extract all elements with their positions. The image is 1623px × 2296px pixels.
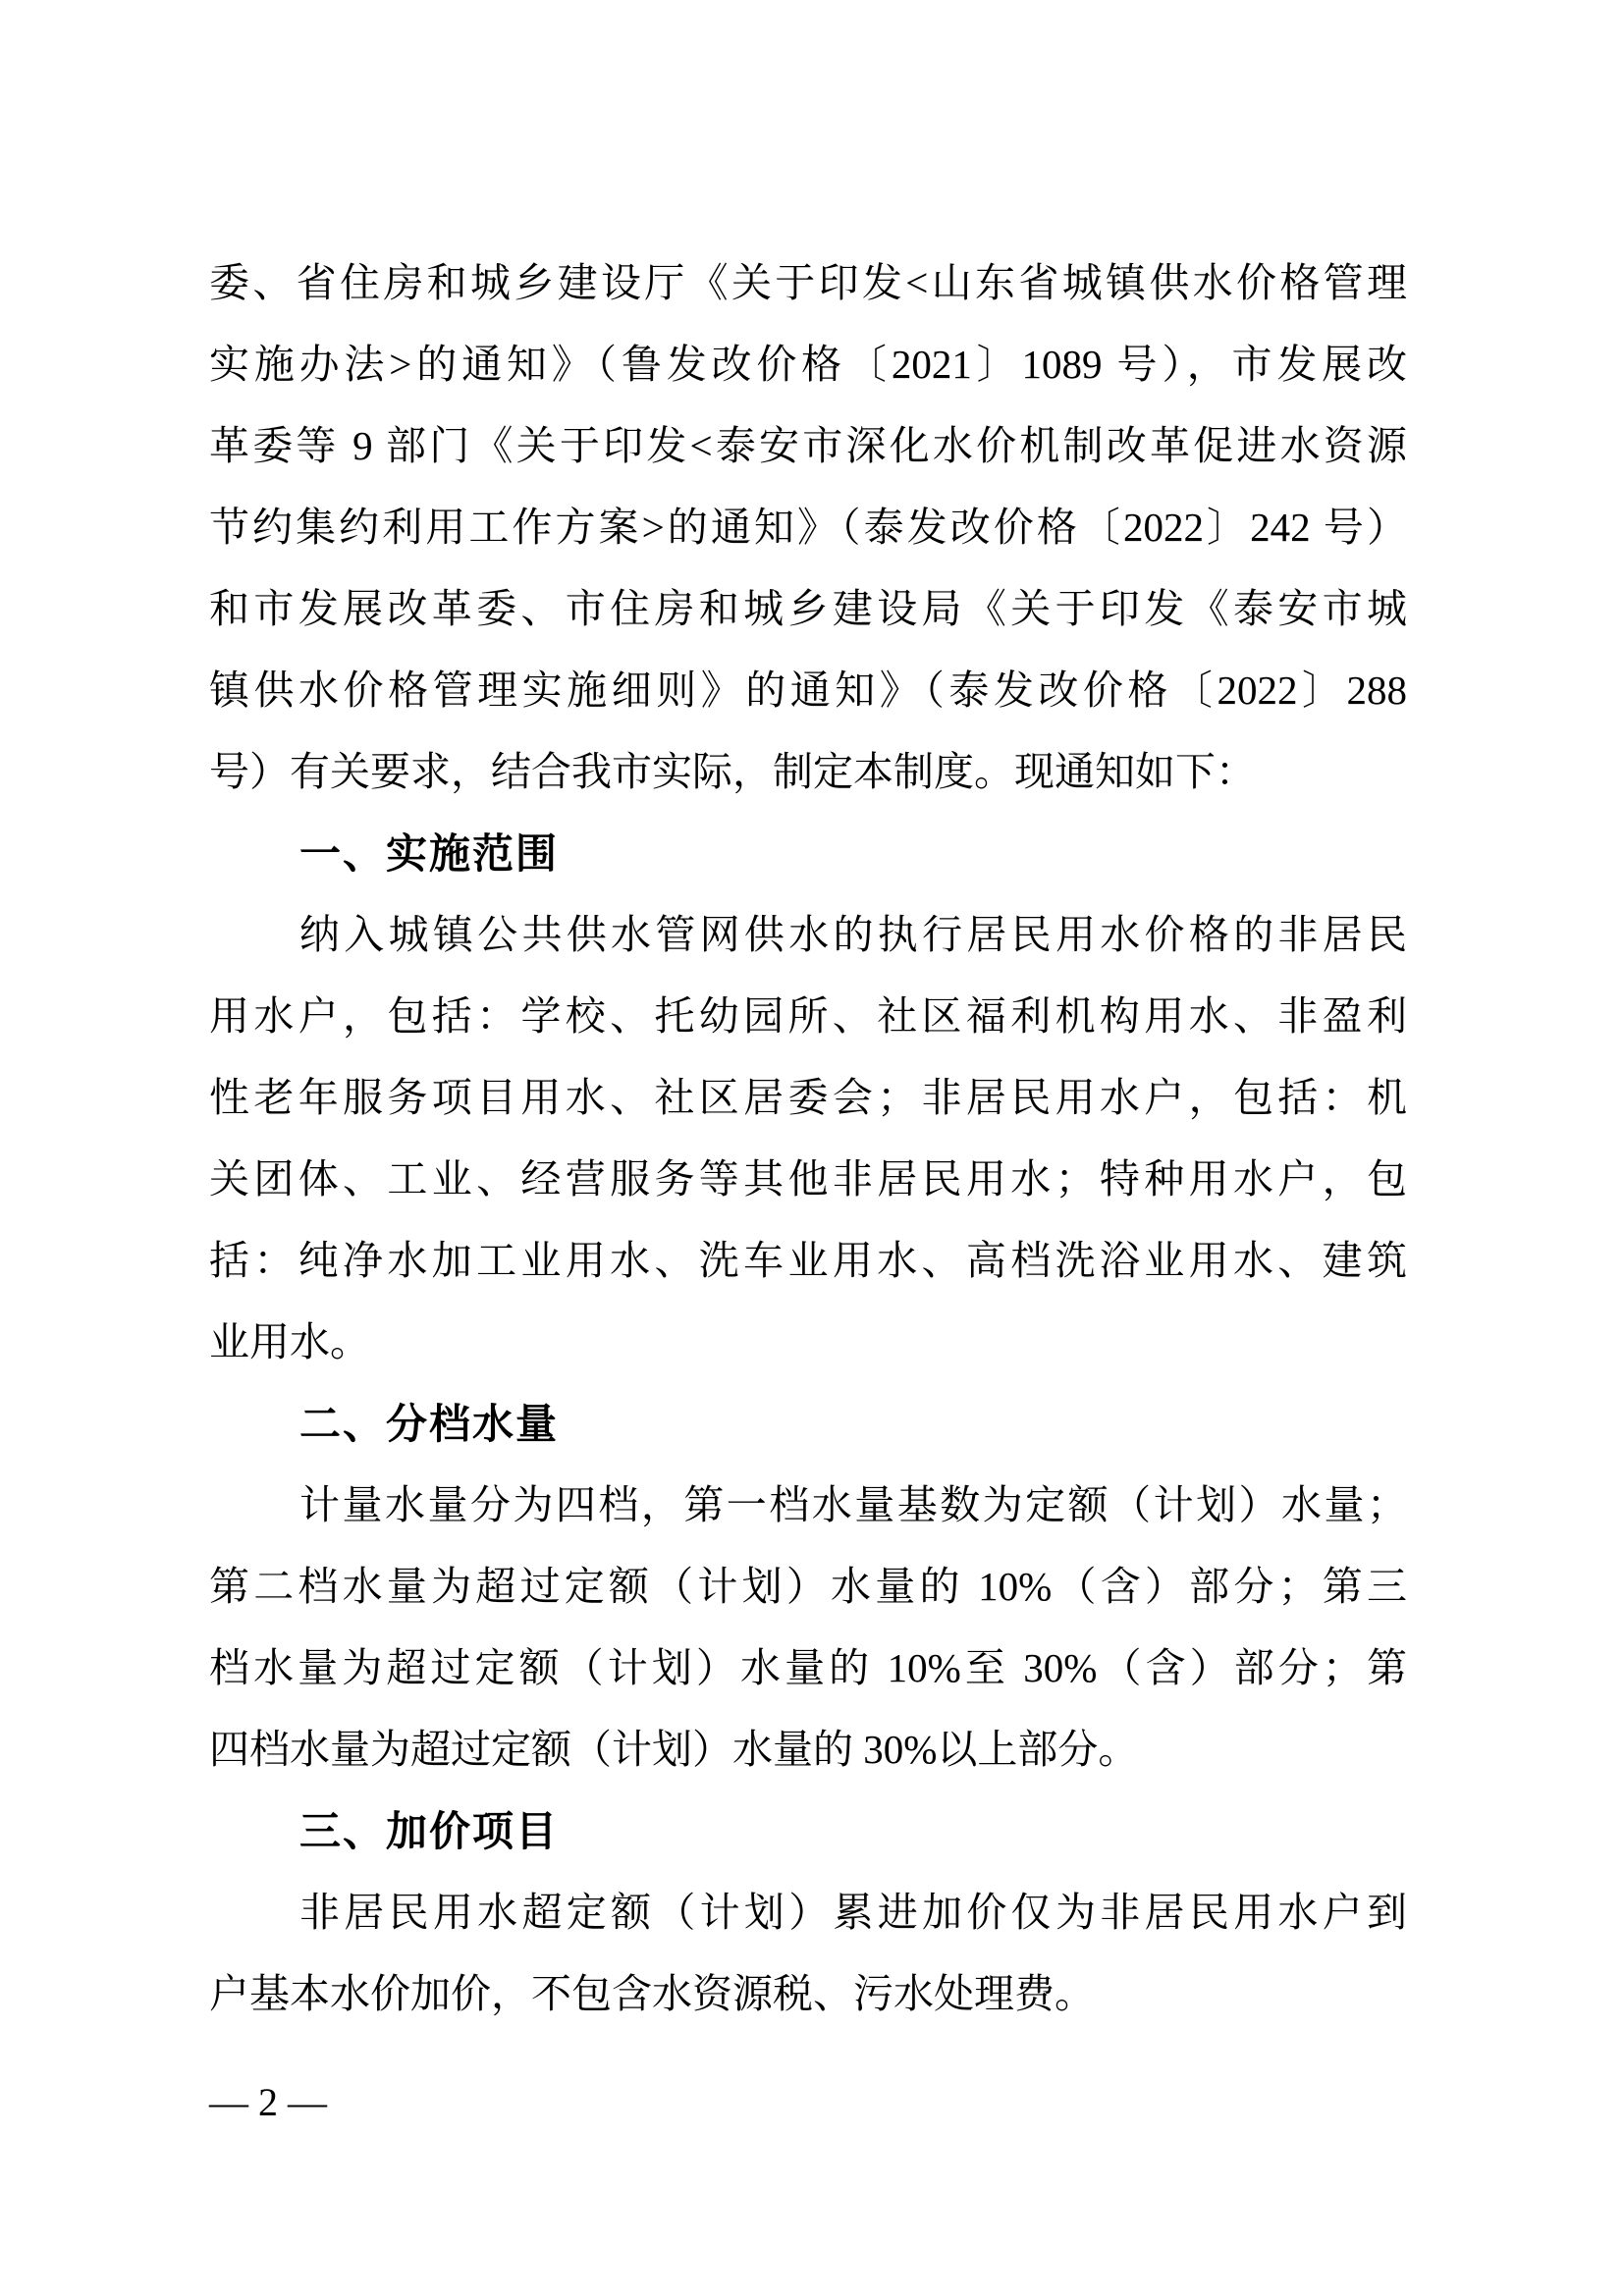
body-line: 计量水量分为四档，第一档水量基数为定额（计划）水量；	[299, 1482, 1407, 1527]
intro-line: 革委等 9 部门《关于印发<泰安市深化水价机制改革促进水资源	[209, 423, 1407, 468]
body-line: 性老年服务项目用水、社区居委会；非居民用水户，包括：机	[209, 1075, 1407, 1120]
section-heading-3: 三、加价项目	[299, 1808, 560, 1854]
intro-line: 和市发展改革委、市住房和城乡建设局《关于印发《泰安市城	[209, 586, 1407, 631]
body-line: 业用水。	[209, 1319, 370, 1364]
page-number: — 2 —	[209, 2080, 327, 2124]
body-line: 纳入城镇公共供水管网供水的执行居民用水价格的非居民	[299, 912, 1407, 957]
body-line: 用水户，包括：学校、托幼园所、社区福利机构用水、非盈利	[209, 993, 1407, 1039]
body-line: 关团体、工业、经营服务等其他非居民用水；特种用水户，包	[209, 1156, 1407, 1201]
body-line: 四档水量为超过定额（计划）水量的 30%以上部分。	[209, 1727, 1139, 1772]
section-heading-2: 二、分档水量	[299, 1401, 560, 1447]
intro-line: 号）有关要求，结合我市实际，制定本制度。现通知如下：	[209, 749, 1256, 794]
body-line: 括：纯净水加工业用水、洗车业用水、高档洗浴业用水、建筑	[209, 1238, 1407, 1283]
intro-line: 委、省住房和城乡建设厅《关于印发<山东省城镇供水价格管理	[209, 260, 1407, 305]
body-line: 户基本水价加价，不包含水资源税、污水处理费。	[209, 1971, 1095, 2016]
body-line: 第二档水量为超过定额（计划）水量的 10%（含）部分；第三	[209, 1564, 1407, 1609]
section-heading-1: 一、实施范围	[299, 830, 560, 877]
body-line: 档水量为超过定额（计划）水量的 10%至 30%（含）部分；第	[209, 1645, 1407, 1690]
body-line: 非居民用水超定额（计划）累进加价仅为非居民用水户到	[299, 1890, 1407, 1935]
intro-line: 节约集约利用工作方案>的通知》（泰发改价格〔2022〕242 号）	[209, 505, 1407, 550]
intro-line: 实施办法>的通知》（鲁发改价格〔2021〕1089 号），市发展改	[209, 342, 1407, 387]
intro-line: 镇供水价格管理实施细则》的通知》（泰发改价格〔2022〕288	[209, 667, 1407, 713]
